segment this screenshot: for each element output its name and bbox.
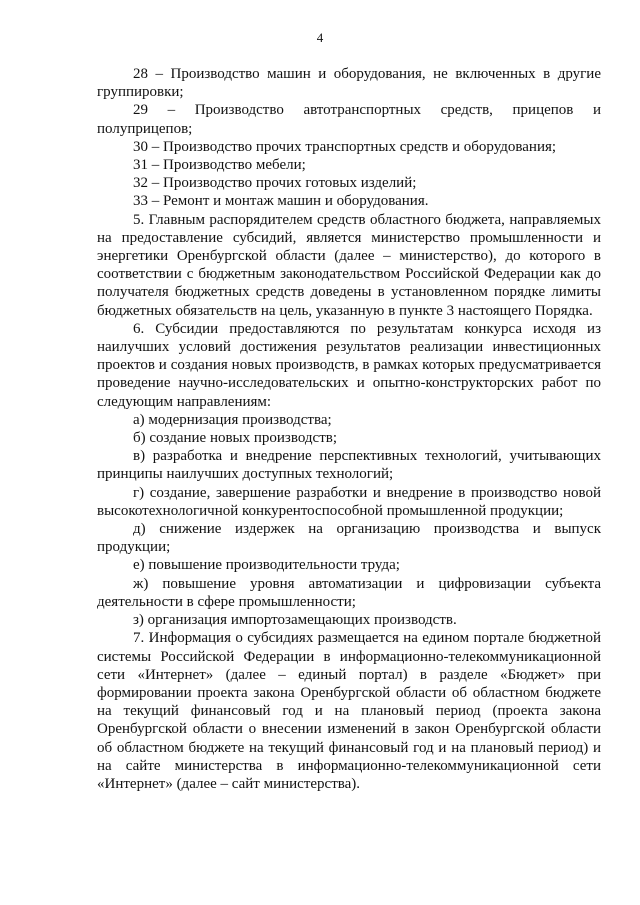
- paragraph-31-furniture: 31 – Производство мебели;: [133, 157, 306, 174]
- direction-b: б) создание новых производств;: [133, 430, 338, 447]
- direction-v: в) разработка и внедрение перспективных технологий, учитывающих принципы наилучших доступных технологий;: [97, 448, 601, 483]
- direction-zh: ж) повышение уровня автоматизации и цифровизации субъекта деятельности в сфере промышленности;: [97, 575, 601, 610]
- paragraph-29-vehicles: 29 – Производство автотранспортных средств, прицепов и полуприцепов;: [97, 102, 601, 137]
- direction-a: а) модернизация производства;: [133, 411, 332, 428]
- direction-z: з) организация импортозамещающих производств.: [133, 612, 457, 629]
- paragraph-6-subsidy-directions: 6. Субсидии предоставляются по результатам конкурса исходя из наилучших условий достижения результатов реализации инвестиционных проектов и создания новых производств, в рамках которых предусматривается проведение научно-исследовательских и опытно-конструкторских работ по следующим направлениям:: [97, 320, 601, 410]
- paragraph-32-other-products: 32 – Производство прочих готовых изделий;: [133, 175, 417, 192]
- paragraph-30-transport: 30 – Производство прочих транспортных средств и оборудования;: [133, 138, 557, 155]
- page-number: 4: [316, 30, 324, 45]
- paragraph-7-information: 7. Информация о субсидиях размещается на едином портале бюджетной системы Российской Федерации в информационно-телекоммуникационной сети «Интернет» (далее – единый портал) в разделе «Бюджет» при формировании проекта закона Оренбургской области об областном бюджете на текущий финансовый год и на плановый период (проекта закона Оренбургской области о внесении изменений в закон Оренбургской области об областном бюджете на текущий финансовый год и на плановый период) и на сайте министерства в информационно-телекоммуникационной сети «Интернет» (далее – сайт министерства).: [97, 630, 601, 792]
- paragraph-33-repair: 33 – Ремонт и монтаж машин и оборудования.: [133, 193, 429, 210]
- paragraph-5-chief-administrator: 5. Главным распорядителем средств областного бюджета, направляемых на предоставление субсидий, является министерство промышленности и энергетики Оренбургской области (далее – министерство), до которого в соответствии с бюджетным законодательством Российской Федерации как до получателя бюджетных средств доведены в установленном порядке лимиты бюджетных обязательств на цель, указанную в пункте 3 настоящего Порядка.: [97, 211, 601, 319]
- direction-e: е) повышение производительности труда;: [133, 557, 400, 574]
- direction-d: д) снижение издержек на организацию производства и выпуск продукции;: [97, 521, 601, 556]
- direction-g: г) создание, завершение разработки и внедрение в производство новой высокотехнологичной конкурентоспособной промышленной продукции;: [97, 484, 601, 519]
- document-body: [97, 65, 601, 793]
- paragraph-28-machinery: 28 – Производство машин и оборудования, не включенных в другие группировки;: [97, 66, 601, 101]
